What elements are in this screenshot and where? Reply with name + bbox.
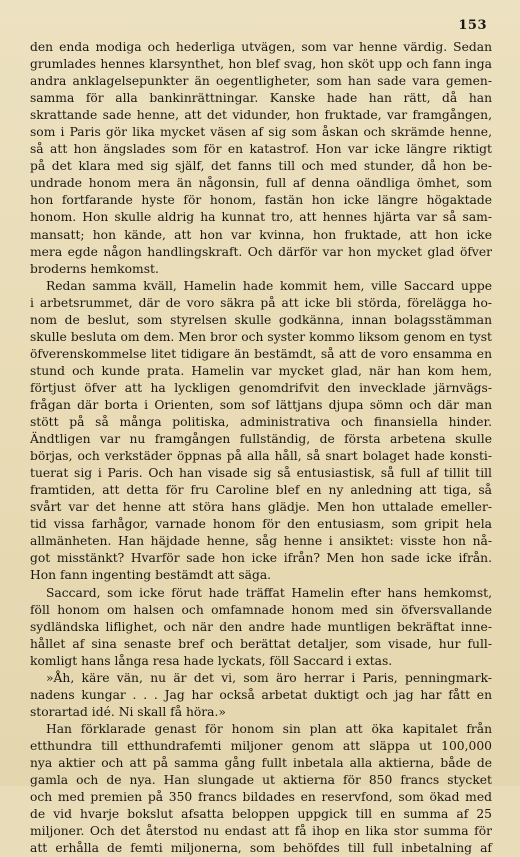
text-line: mera egde någon handlingskraft. Och därför var hon mycket glad öfver: [30, 244, 492, 259]
text-line: andra anklagelsepunkter än oegentligheter, som han sade vara gemen-: [30, 74, 492, 89]
text-line: i arbetsrummet, där de voro säkra på att icke bli störda, förelägga ho-: [30, 295, 492, 310]
text-line: framtiden, att detta för fru Caroline blef en ny anledning att tiga, så: [30, 483, 492, 498]
text-line: börjas, och verkstäder öppnas på alla håll, så snart bolaget hade konsti-: [30, 449, 492, 464]
text-line: undrade honom mera än någonsin, full af denna oändliga ömhet, som: [30, 176, 492, 191]
text-line: allmänheten. Han häjdade henne, såg henne i ansiktet: visste hon nå-: [30, 534, 492, 549]
text-line: broderns hemkomst.: [30, 261, 159, 276]
text-line: på det klara med sig själf, det fanns till och med stunder, då hon be-: [30, 159, 492, 174]
text-line: etthundra till etthundrafemti miljoner genom att släppa ut 100,000: [30, 738, 492, 753]
text-line: Ändtligen var nu framgången fullständig, de första arbetena skulle: [30, 432, 492, 447]
text-line: och med premien på 350 francs bildades en reservfond, som ökad med: [30, 790, 492, 805]
text-line: storartad idé. Ni skall få höra.»: [30, 704, 226, 719]
text-line: hon fortfarande hyste för honom, fastän hon icke längre högaktade: [30, 193, 492, 208]
text-line: mansatt; hon kände, att hon var kvinna, hon fruktade, att hon icke: [30, 227, 492, 242]
text-line: att erhålla de femti miljonerna, som behöfdes till full inbetalning af: [30, 841, 492, 856]
text-line: skrattande sade henne, att det vidunder, hon fruktade, var framgången,: [30, 108, 492, 123]
text-line: Han förklarade genast för honom sin plan att öka kapitalet från: [46, 721, 492, 736]
text-line: förtjust öfver att ha lyckligen genomdrifvit den invecklade järnvägs-: [30, 380, 492, 395]
text-line: svårt var det henne att störa hans glädje. Men hon uttalade emeller-: [30, 500, 492, 515]
text-line: »Åh, käre vän, nu är det vi, som äro herrar i Paris, penningmark-: [46, 670, 492, 685]
text-line: nom de beslut, som styrelsen skulle godkänna, innan bolagsstämman: [30, 312, 492, 327]
text-line: öfverenskommelse litet tidigare än bestämdt, så att de voro ensamma en: [30, 346, 492, 361]
text-line: de vid hvarje bokslut afsatta beloppen uppgick till en summa af 25: [30, 807, 492, 822]
text-line: tid vissa farhågor, varnade honom för den entusiasm, som gripit hela: [30, 517, 492, 532]
text-line: honom. Hon skulle aldrig ha kunnat tro, att hennes hjärta var så sam-: [30, 210, 492, 225]
text-line: nya aktier och att på samma gång fullt inbetala alla aktierna, både de: [30, 755, 492, 770]
text-line: så att hon ängslades som för en katastrof. Hon var icke längre riktigt: [30, 142, 492, 157]
text-line: hållet af sina senaste bref och berättat detaljer, som visade, hur full-: [30, 636, 492, 651]
text-line: den enda modiga och hederliga utvägen, som var henne värdig. Sedan: [30, 40, 492, 54]
text-line: stund och kunde prata. Hamelin var mycket glad, när han kom hem,: [30, 363, 492, 378]
text-line: Saccard, som icke förut hade träffat Hamelin efter hans hemkomst,: [46, 585, 492, 600]
text-line: nadens kungar . . . Jag har också arbetat duktigt och jag har fått en: [30, 687, 492, 702]
text-line: Hon fann ingenting bestämdt att säga.: [30, 568, 272, 583]
body-text: [30, 39, 492, 857]
text-line: gamla och de nya. Han slungade ut aktierna för 850 francs stycket: [30, 773, 492, 788]
text-line: som i Paris gör lika mycket väsen af sig som åskan och skrämde henne,: [30, 125, 492, 140]
text-line: stött på så många politiska, administrativa och finansiella hinder.: [30, 415, 492, 430]
text-line: Redan samma kväll, Hamelin hade kommit hem, ville Saccard uppe: [46, 278, 492, 293]
text-line: skulle besluta om dem. Men bror och syster kommo liksom genom en tyst: [30, 329, 492, 344]
page-number: 153: [458, 18, 487, 33]
text-line: sydländska liflighet, och när den andre hade muntligen bekräftat inne-: [30, 619, 492, 634]
text-line: komligt hans långa resa hade lyckats, föll Saccard i extas.: [30, 653, 393, 668]
text-line: tuerat sig i Paris. Och han visade sig så entusiastisk, så full af tillit till: [30, 466, 492, 481]
text-line: frågan där borta i Orienten, som sof lättjans djupa sömn och där man: [30, 397, 492, 412]
text-line: got misstänkt? Hvarför sade hon icke ifrån? Men hon sade icke ifrån.: [30, 551, 492, 566]
text-line: föll honom om halsen och omfamnade honom med sin öfversvallande: [30, 602, 492, 617]
text-line: grumlades hennes klarsynthet, hon blef svag, hon sköt upp och fann inga: [30, 57, 492, 72]
text-line: miljoner. Och det återstod nu endast att få ihop en lika stor summa för: [30, 824, 492, 839]
text-line: samma för alla bankinrättningar. Kanske hade han rätt, då han: [30, 91, 492, 106]
